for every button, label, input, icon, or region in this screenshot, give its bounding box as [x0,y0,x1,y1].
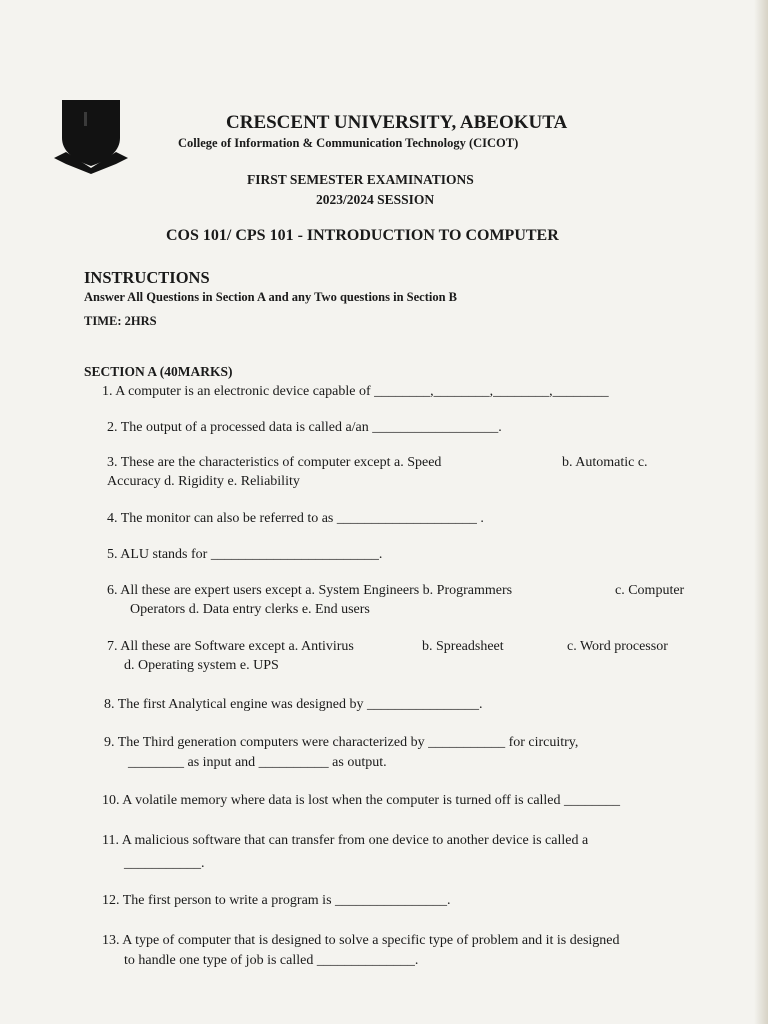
college-name: College of Information & Communication Technology (CICOT) [178,136,519,150]
university-crest-logo [54,98,128,174]
question-4: 4. The monitor can also be referred to as ____________________ . [107,511,484,526]
question-10: 10. A volatile memory where data is lost when the computer is turned off is called ________ [102,793,621,808]
question-9-line-2: ________ as input and __________ as output. [128,755,387,770]
course-title: COS 101/ CPS 101 - INTRODUCTION TO COMPUTER [166,227,559,244]
university-name: CRESCENT UNIVERSITY, ABEOKUTA [226,112,568,133]
instructions-heading: INSTRUCTIONS [84,268,210,287]
question-12: 12. The first person to write a program is ________________. [102,893,451,908]
time-allowed: TIME: 2HRS [84,314,157,328]
question-2: 2. The output of a processed data is called a/an __________________. [107,420,502,435]
question-6-line-2: Operators d. Data entry clerks e. End users [130,602,370,617]
question-1: 1. A computer is an electronic device capable of ________,________,________,________ [102,384,609,399]
question-7-option-c: c. Word processor [567,639,668,654]
question-13-line-2: to handle one type of job is called ______________. [124,953,419,968]
instructions-text: Answer All Questions in Section A and any Two questions in Section B [84,290,458,304]
question-7-line-1: 7. All these are Software except a. Antivirus [107,639,354,654]
exam-title: FIRST SEMESTER EXAMINATIONS [247,172,474,187]
question-3-line-2: Accuracy d. Rigidity e. Reliability [107,474,300,489]
question-7-line-2: d. Operating system e. UPS [124,658,279,673]
question-5: 5. ALU stands for ________________________. [107,547,383,562]
question-8: 8. The first Analytical engine was designed by ________________. [104,697,483,712]
exam-session: 2023/2024 SESSION [316,192,435,207]
question-9-line-1: 9. The Third generation computers were characterized by ___________ for circuitry, [104,735,579,750]
question-3-line-1: 3. These are the characteristics of computer except a. Speed [107,455,442,470]
question-7-option-b: b. Spreadsheet [422,639,504,654]
question-13-line-1: 13. A type of computer that is designed to solve a specific type of problem and it is designed [102,933,620,948]
question-3-option-b: b. Automatic c. [562,455,648,470]
question-11-line-1: 11. A malicious software that can transfer from one device to another device is called a [102,833,589,848]
question-6-option-c: c. Computer [615,583,685,598]
question-11-line-2: ___________. [124,856,205,871]
section-a-heading: SECTION A (40MARKS) [84,364,233,379]
question-6-line-1: 6. All these are expert users except a. System Engineers b. Programmers [107,583,513,598]
